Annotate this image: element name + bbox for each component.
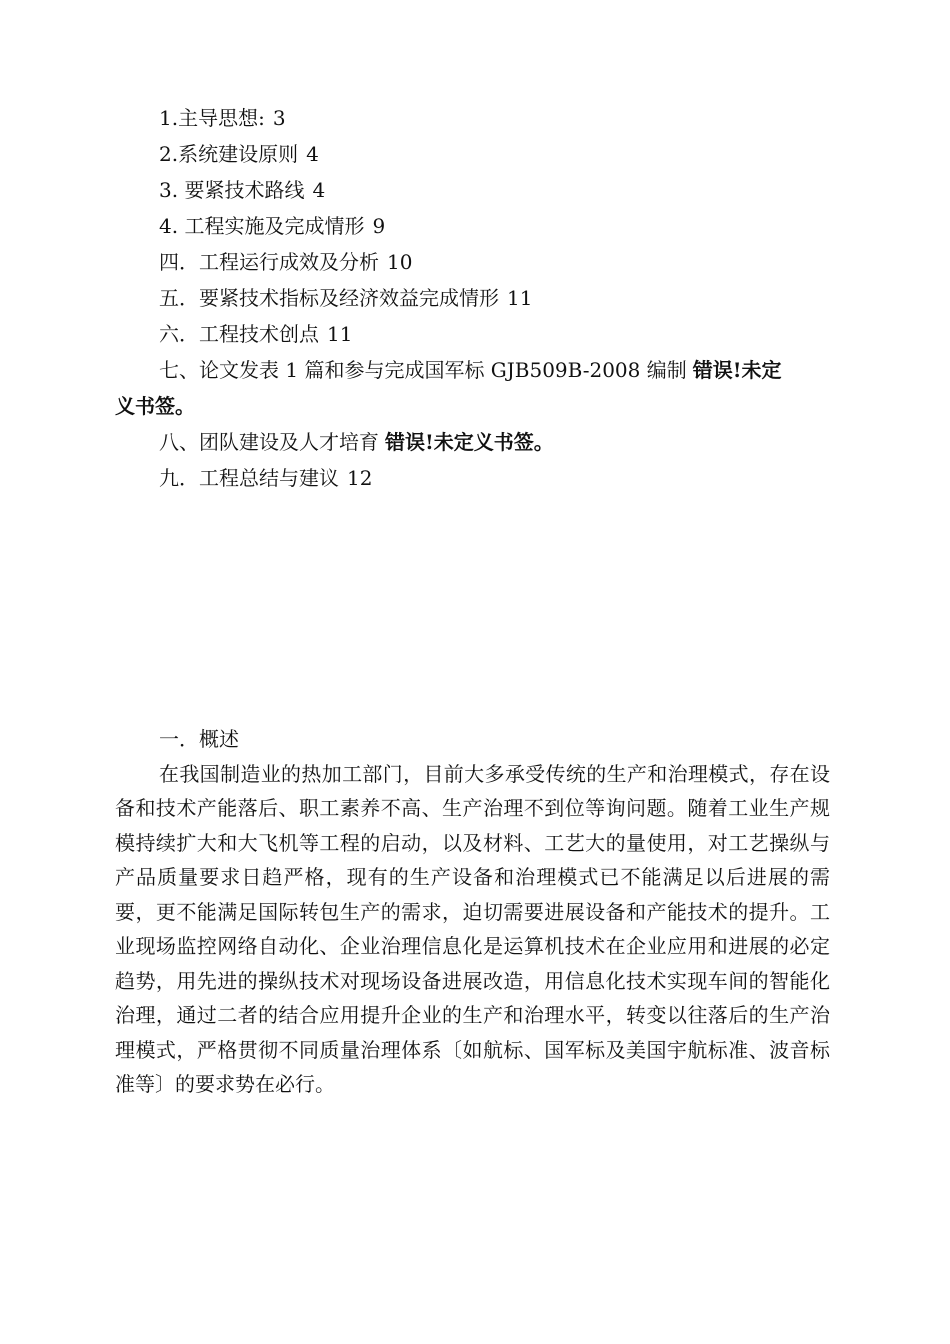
toc-entry-error-continued: 义书签。 [115,394,195,418]
toc-entry[interactable] [115,352,830,424]
toc-entry-label: 四．工程运行成效及分析 [159,250,379,274]
toc-entry-page: 9 [372,214,386,238]
toc-entry-error: 错误!未定义书签。 [385,430,554,454]
toc-entry-label: 八、团队建设及人才培育 [159,430,379,454]
table-of-contents [115,100,830,496]
toc-entry-label: 七、论文发表 1 篇和参与完成国军标 GJB509B-2008 编制 [159,358,687,382]
toc-entry-page: 3 [272,106,286,130]
body-paragraph: 在我国制造业的热加工部门，目前大多承受传统的生产和治理模式，存在设备和技术产能落后、职工素养不高、生产治理不到位等询问题。随着工业生产规模持续扩大和大飞机等工程的启动，以及材料、工艺大的量使用，对工艺操纵与产品质量要求日趋严格，现有的生产设备和治理模式已不能满足以后进展的需要，更不能满足国际转包生产的需求，迫切需要进展设备和产能技术的提升。工业现场监控网络自动化、企业治理信息化是运算机技术在企业应用和进展的必定趋势，用先进的操纵技术对现场设备进展改造，用信息化技术实现车间的智能化治理，通过二者的结合应用提升企业的生产和治理水平，转变以往落后的生产治理模式，严格贯彻不同质量治理体系〔如航标、国军标及美国宇航标准、波音标准等〕的要求势在必行。 [115,761,830,1096]
toc-entry-label: 九．工程总结与建议 [159,466,339,490]
toc-entry-label: 五．要紧技术指标及经济效益完成情形 [159,286,499,310]
toc-entry-page: 12 [347,466,373,490]
toc-entry[interactable] [115,136,830,172]
toc-entry[interactable] [115,316,830,352]
toc-entry-page: 4 [312,178,326,202]
section-heading: 一．概述 [159,727,239,751]
toc-entry[interactable] [115,100,830,136]
toc-entry-label: 1.主导思想: [159,106,265,130]
toc-entry-label: 4. 工程实施及完成情形 [159,214,365,238]
toc-entry[interactable] [115,172,830,208]
toc-entry-label: 3. 要紧技术路线 [159,178,305,202]
overview-section [115,722,830,1102]
toc-entry[interactable] [115,208,830,244]
toc-entry[interactable] [115,244,830,280]
toc-entry[interactable] [115,280,830,316]
toc-entry-page: 11 [507,286,533,310]
toc-entry[interactable] [115,460,830,496]
toc-entry-error: 错误!未定 [692,358,782,382]
toc-entry-page: 10 [387,250,413,274]
toc-entry-label: 2.系统建设原则 [159,142,299,166]
toc-entry-page: 11 [327,322,353,346]
toc-entry-label: 六．工程技术创点 [159,322,319,346]
toc-entry-line1 [159,352,830,388]
toc-entry[interactable] [115,424,830,460]
toc-entry-page: 4 [306,142,319,166]
